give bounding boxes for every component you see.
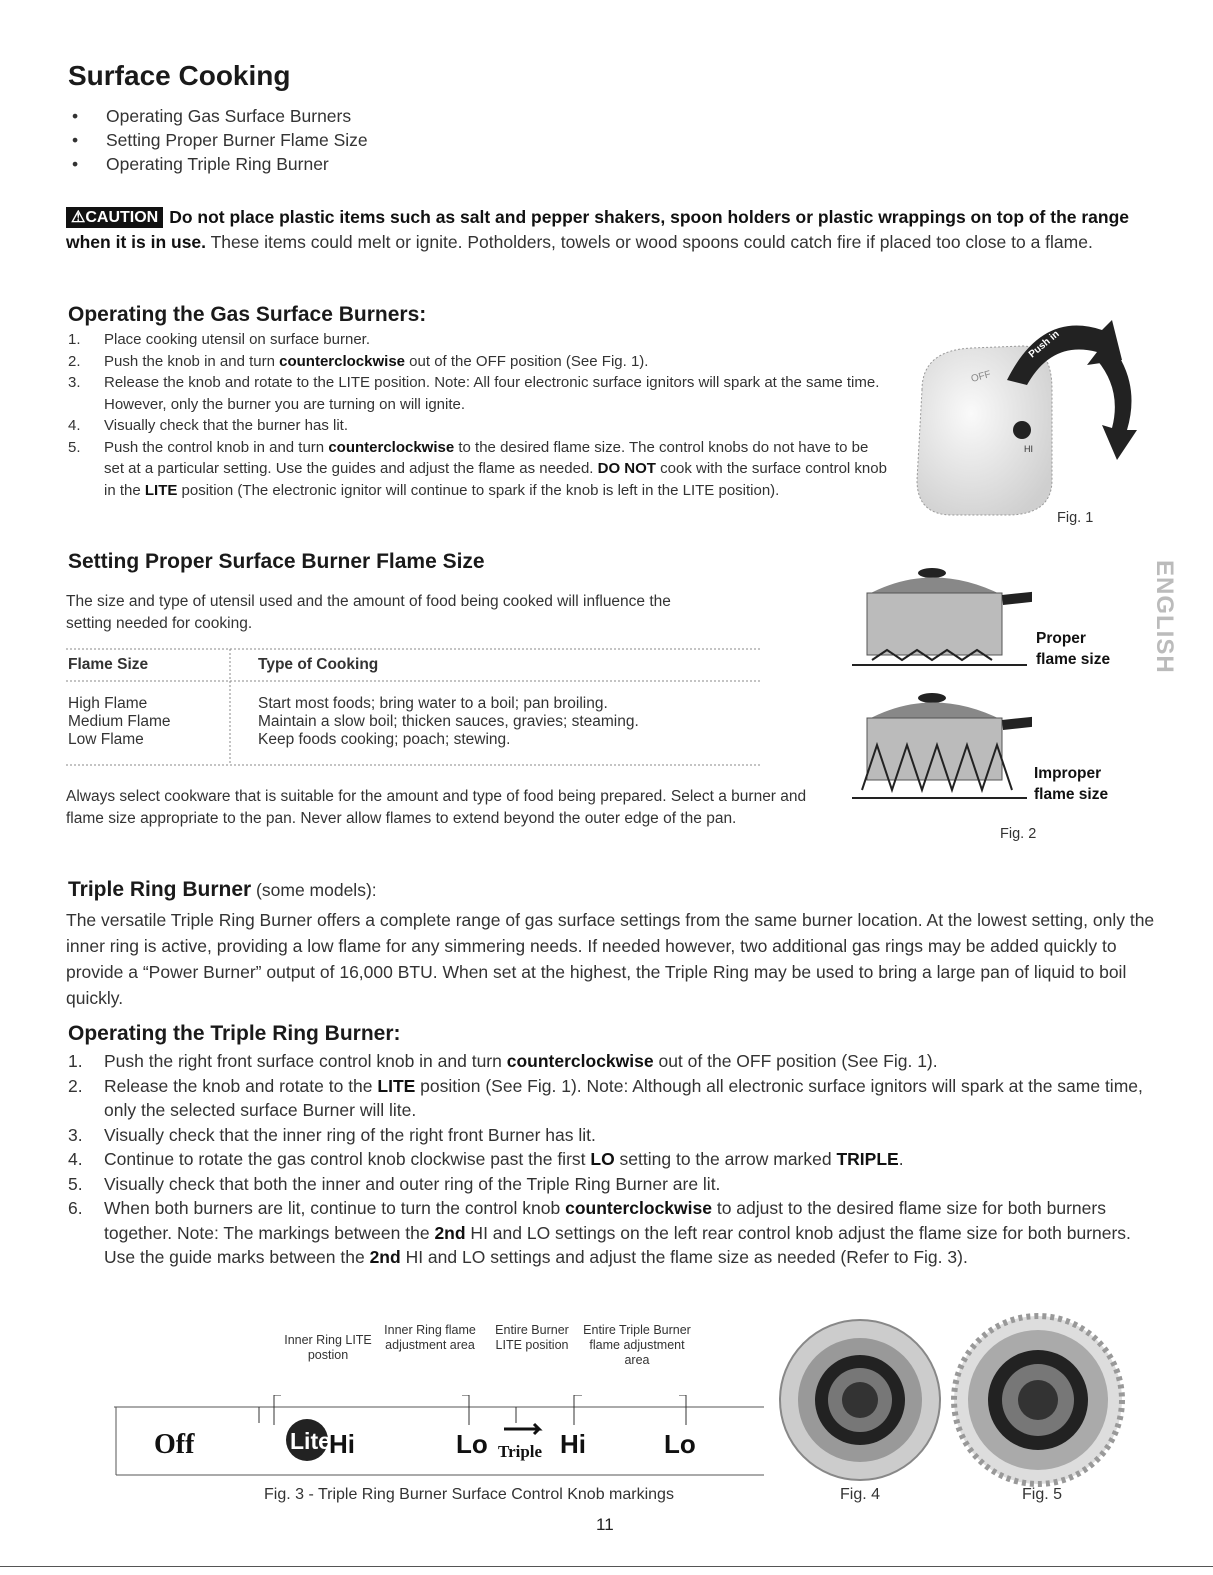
- step-number: 1.: [68, 1051, 83, 1071]
- step-text: counterclockwise: [328, 438, 455, 456]
- list-item: [68, 351, 888, 373]
- step-text: Visually check that both the inner and outer ring of the Triple Ring Burner are lit.: [104, 1173, 721, 1194]
- inner-ring-flame-label: Inner Ring flame adjustment area: [384, 1323, 476, 1352]
- flame-table: [68, 650, 760, 749]
- push-in-label: Push in: [1026, 328, 1062, 361]
- step-text: Place cooking utensil on surface burner.: [104, 331, 370, 348]
- table-header-cell: Type of Cooking: [258, 656, 379, 673]
- inner-ring-lite-label: Inner Ring LITE postion: [284, 1333, 372, 1362]
- knob-figure: [912, 300, 1147, 525]
- operating-triple-heading: Operating the Triple Ring Burner:: [68, 1022, 401, 1045]
- step-text: LITE: [377, 1075, 416, 1096]
- improper-label: Improper flame size: [1034, 765, 1109, 803]
- triple-steps-list: [68, 1049, 1158, 1270]
- step-number: 2.: [68, 1075, 83, 1096]
- list-item: [68, 372, 888, 415]
- language-side-tab: ENGLISH: [1151, 560, 1178, 674]
- list-item: [68, 1147, 1158, 1172]
- step-text: Push the control knob in and turn: [104, 438, 329, 456]
- step-text: to the desired flame size. The control knobs do not have to be set at a particular setting. Use the guides and adjust the flame as needed.: [104, 438, 869, 477]
- step-number: 6.: [68, 1198, 83, 1218]
- step-text: Continue to rotate the gas control knob clockwise past the first: [104, 1149, 591, 1169]
- flame-note: Always select cookware that is suitable for the amount and type of food being prepared. Select a burner and flame size appropriate to the pan. Never allow flames to extend beyond the outer edge of the pan.: [66, 788, 807, 827]
- list-item: • Operating Triple Ring Burner: [72, 152, 368, 176]
- step-text: Push the right front surface control knob in and turn: [104, 1051, 507, 1071]
- table-cell: High Flame: [68, 695, 148, 712]
- caution-text: These items could melt or ignite. Potholders, towels or wood spoons could catch fire if placed too close to a flame.: [206, 232, 1093, 252]
- list-item: [68, 1074, 1158, 1123]
- step-text: 2nd: [369, 1247, 401, 1267]
- step-text: to adjust to the desired flame size for both burners together. Note: The markings between the: [104, 1198, 1106, 1243]
- list-item: • Operating Gas Surface Burners: [72, 104, 368, 128]
- step-text: HI and LO settings and adjust the flame size as needed (Refer to Fig. 3).: [400, 1247, 968, 1267]
- step-text: counterclockwise: [279, 352, 406, 370]
- fig-3-caption: Fig. 3 - Triple Ring Burner Surface Control Knob markings: [264, 1486, 674, 1503]
- lo-marking: Lo: [456, 1429, 488, 1459]
- gas-steps-list: [68, 329, 888, 501]
- hi-marking: Hi: [329, 1429, 355, 1459]
- table-cell: Start most foods; bring water to a boil; pan broiling.: [258, 695, 608, 712]
- table-row: [68, 731, 760, 749]
- flame-intro: The size and type of utensil used and the amount of food being cooked will influence the setting needed for cooking.: [66, 593, 671, 632]
- triple-marking: Triple: [498, 1442, 543, 1461]
- triple-ring-body: The versatile Triple Ring Burner offers a complete range of gas surface settings from the same burner location. At the lowest setting, only the inner ring is active, providing a low flame for any simmering needs. If needed however, two additional gas rings may be added quickly to provide a “Power Burner” output of 16,000 BTU. When set at the highest, the Triple Ring may be used to bring a large pan of liquid to boil quickly.: [66, 910, 1155, 1008]
- warning-triangle-icon: ⚠: [71, 209, 86, 226]
- hi-label: HI: [1024, 444, 1033, 454]
- step-number: 4.: [68, 417, 81, 434]
- hi-marking-2: Hi: [560, 1429, 586, 1459]
- fig-2-label: Fig. 2: [1000, 826, 1037, 842]
- table-cell: Medium Flame: [68, 713, 171, 730]
- step-text: position (The electronic ignitor will continue to spark if the knob is left in the LITE position).: [177, 481, 780, 499]
- fig-4-label: Fig. 4: [840, 1486, 881, 1503]
- step-text: Release the knob and rotate to the LITE position. Note: All four electronic surface ignitors will spark at the same time. However, only the burner you are turning on will ignite.: [104, 374, 880, 413]
- gas-burners-heading: Operating the Gas Surface Burners:: [68, 303, 427, 326]
- step-text: Visually check that the inner ring of the right front Burner has lit.: [104, 1124, 596, 1145]
- list-item: [68, 415, 888, 437]
- triple-ring-heading: Triple Ring Burner (some models):: [68, 878, 377, 901]
- step-text: cook with the surface control knob in the: [104, 460, 887, 499]
- bottom-rule: [0, 1566, 1213, 1567]
- step-text: LO: [590, 1149, 615, 1169]
- knob-markings-figure: [114, 1395, 764, 1480]
- list-item: [68, 329, 888, 351]
- step-text: .: [898, 1149, 904, 1169]
- step-number: 2.: [68, 352, 81, 370]
- step-number: 3.: [68, 374, 81, 391]
- table-cell: Low Flame: [68, 731, 144, 748]
- step-number: 5.: [68, 1173, 83, 1194]
- lite-marking: Lite: [290, 1428, 331, 1454]
- step-text: counterclockwise: [565, 1198, 712, 1218]
- step-text: HI and LO settings on the left rear control knob adjust the flame size for both burners. Use the guide marks between the: [104, 1222, 1131, 1267]
- triple-ring-burner-image: [948, 1312, 1128, 1487]
- step-text: position (See Fig. 1). Note: Although all electronic surface ignitors will spark at the same time, only the selected surface Burner will lite.: [104, 1075, 1143, 1120]
- step-text: out of the OFF position (See Fig. 1).: [405, 352, 649, 370]
- step-number: 1.: [68, 331, 81, 348]
- improper-flame-pan-image: [852, 690, 1032, 810]
- step-number: 5.: [68, 438, 81, 456]
- caution-bold-text: Do not place plastic items such as salt and pepper shakers, spoon holders or plastic wrappings on top of the range when it is in use.: [66, 207, 1130, 252]
- off-label: OFF: [969, 369, 993, 385]
- step-text: 2nd: [434, 1222, 466, 1243]
- off-marking: Off: [154, 1429, 195, 1460]
- table-cell: Keep foods cooking; poach; stewing.: [258, 731, 511, 748]
- entire-burner-lite-label: Entire Burner LITE position: [495, 1323, 569, 1352]
- step-text: When both burners are lit, continue to turn the control knob: [104, 1198, 566, 1218]
- step-text: setting to the arrow marked: [614, 1149, 837, 1169]
- step-text: TRIPLE: [836, 1149, 899, 1169]
- page-title: Surface Cooking: [68, 60, 291, 91]
- list-item: [68, 437, 888, 502]
- entire-triple-flame-label: Entire Triple Burner flame adjustment area: [583, 1323, 691, 1367]
- table-header-row: [68, 650, 760, 695]
- list-item: [68, 1196, 1158, 1270]
- inner-ring-burner-image: [775, 1318, 945, 1483]
- page-number: 11: [596, 1515, 614, 1534]
- step-number: 3.: [68, 1124, 83, 1145]
- table-cell: Maintain a slow boil; thicken sauces, gravies; steaming.: [258, 713, 639, 730]
- fig-1-label: Fig. 1: [1057, 510, 1094, 526]
- list-item: [68, 1123, 1158, 1148]
- lo-marking-2: Lo: [664, 1429, 696, 1459]
- step-text: LITE: [144, 481, 178, 499]
- list-item: [68, 1172, 1158, 1197]
- topic-list: [72, 104, 368, 176]
- table-row: [68, 713, 760, 731]
- step-text: Release the knob and rotate to the: [104, 1075, 378, 1096]
- table-header-cell: Flame Size: [68, 656, 149, 673]
- list-item: [68, 1049, 1158, 1074]
- table-row: [68, 695, 760, 713]
- list-item: • Setting Proper Burner Flame Size: [72, 128, 368, 152]
- step-text: counterclockwise: [506, 1051, 654, 1071]
- step-number: 4.: [68, 1149, 83, 1169]
- step-text: Visually check that the burner has lit.: [104, 417, 349, 434]
- caution-badge: ⚠CAUTION: [66, 207, 163, 228]
- step-text: out of the OFF position (See Fig. 1).: [653, 1051, 938, 1071]
- fig-5-label: Fig. 5: [1022, 1486, 1063, 1503]
- flame-size-heading: Setting Proper Surface Burner Flame Size: [68, 550, 485, 573]
- step-text: Push the knob in and turn: [104, 352, 280, 370]
- proper-label: Proper flame size: [1036, 630, 1111, 668]
- proper-flame-pan-image: [852, 565, 1032, 685]
- caution-notice: [66, 205, 1146, 255]
- step-text: DO NOT: [597, 460, 656, 477]
